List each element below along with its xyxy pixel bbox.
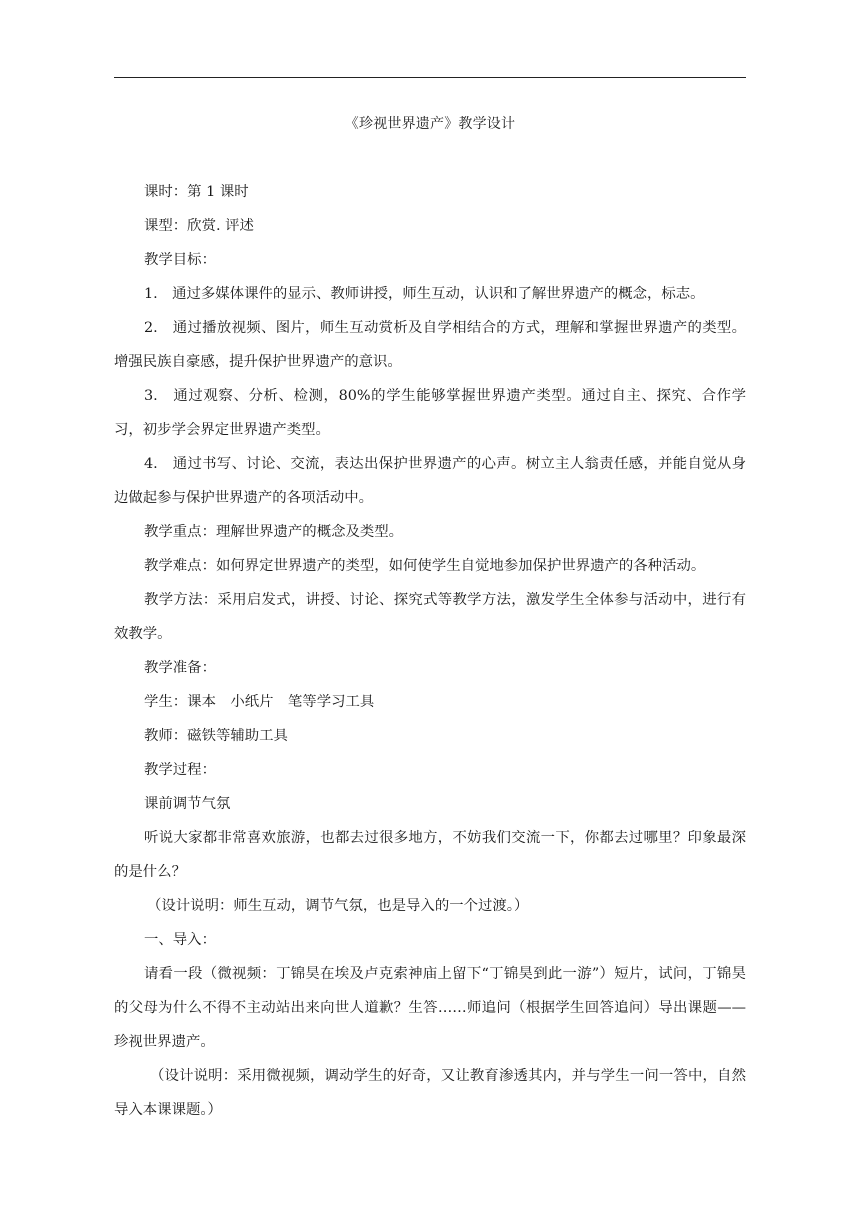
- process-heading: 教学过程：: [144, 762, 216, 778]
- document-body: [114, 175, 746, 1127]
- objective-2: 2. 通过播放视频、图片，师生互动赏析及自学相结合的方式，理解和掌握世界遗产的类型。增强民族自豪感，提升保护世界遗产的意识。: [114, 320, 746, 370]
- key-point: 教学重点：理解世界遗产的概念及类型。: [144, 524, 404, 540]
- warmup-heading: 课前调节气氛: [144, 796, 231, 812]
- preparation-heading: 教学准备：: [144, 660, 216, 676]
- header-rule: [114, 77, 746, 78]
- student-materials: 学生：课本 小纸片 笔等学习工具: [144, 694, 375, 710]
- design-note-1: （设计说明：师生互动，调节气氛，也是导入的一个过渡。）: [147, 898, 529, 914]
- lesson-period: 课时：第 1 课时: [144, 184, 249, 200]
- objectives-heading: 教学目标：: [144, 252, 216, 268]
- warmup-question: 听说大家都非常喜欢旅游，也都去过很多地方，不妨我们交流一下，你都去过哪里？印象最深的是什么？: [114, 830, 746, 880]
- teacher-materials: 教师：磁铁等辅助工具: [144, 728, 288, 744]
- objective-4: 4. 通过书写、讨论、交流，表达出保护世界遗产的心声。树立主人翁责任感，并能自觉从身边做起参与保护世界遗产的各项活动中。: [114, 456, 746, 506]
- objective-3: 3. 通过观察、分析、检测，80%的学生能够掌握世界遗产类型。通过自主、探究、合作学习，初步学会界定世界遗产类型。: [114, 388, 746, 438]
- design-note-2: （设计说明：采用微视频，调动学生的好奇，又让教育渗透其内，并与学生一问一答中，自然导入本课课题。）: [114, 1068, 746, 1118]
- intro-heading: 一、导入：: [144, 932, 216, 948]
- objective-1: 1. 通过多媒体课件的显示、教师讲授，师生互动，认识和了解世界遗产的概念，标志。: [144, 286, 705, 302]
- intro-paragraph: 请看一段（微视频：丁锦昊在埃及卢克索神庙上留下“丁锦昊到此一游”）短片，试问，丁锦昊的父母为什么不得不主动站出来向世人道歉？生答……师追问（根据学生回答追问）导出课题——珍视世界遗产。: [114, 966, 746, 1050]
- teaching-method: 教学方法：采用启发式，讲授、讨论、探究式等教学方法，激发学生全体参与活动中，进行有效教学。: [114, 592, 746, 642]
- lesson-type: 课型：欣赏. 评述: [144, 218, 254, 234]
- document-title: 《珍视世界遗产》教学设计: [344, 116, 516, 132]
- difficult-point: 教学难点：如何界定世界遗产的类型，如何使学生自觉地参加保护世界遗产的各种活动。: [144, 558, 706, 574]
